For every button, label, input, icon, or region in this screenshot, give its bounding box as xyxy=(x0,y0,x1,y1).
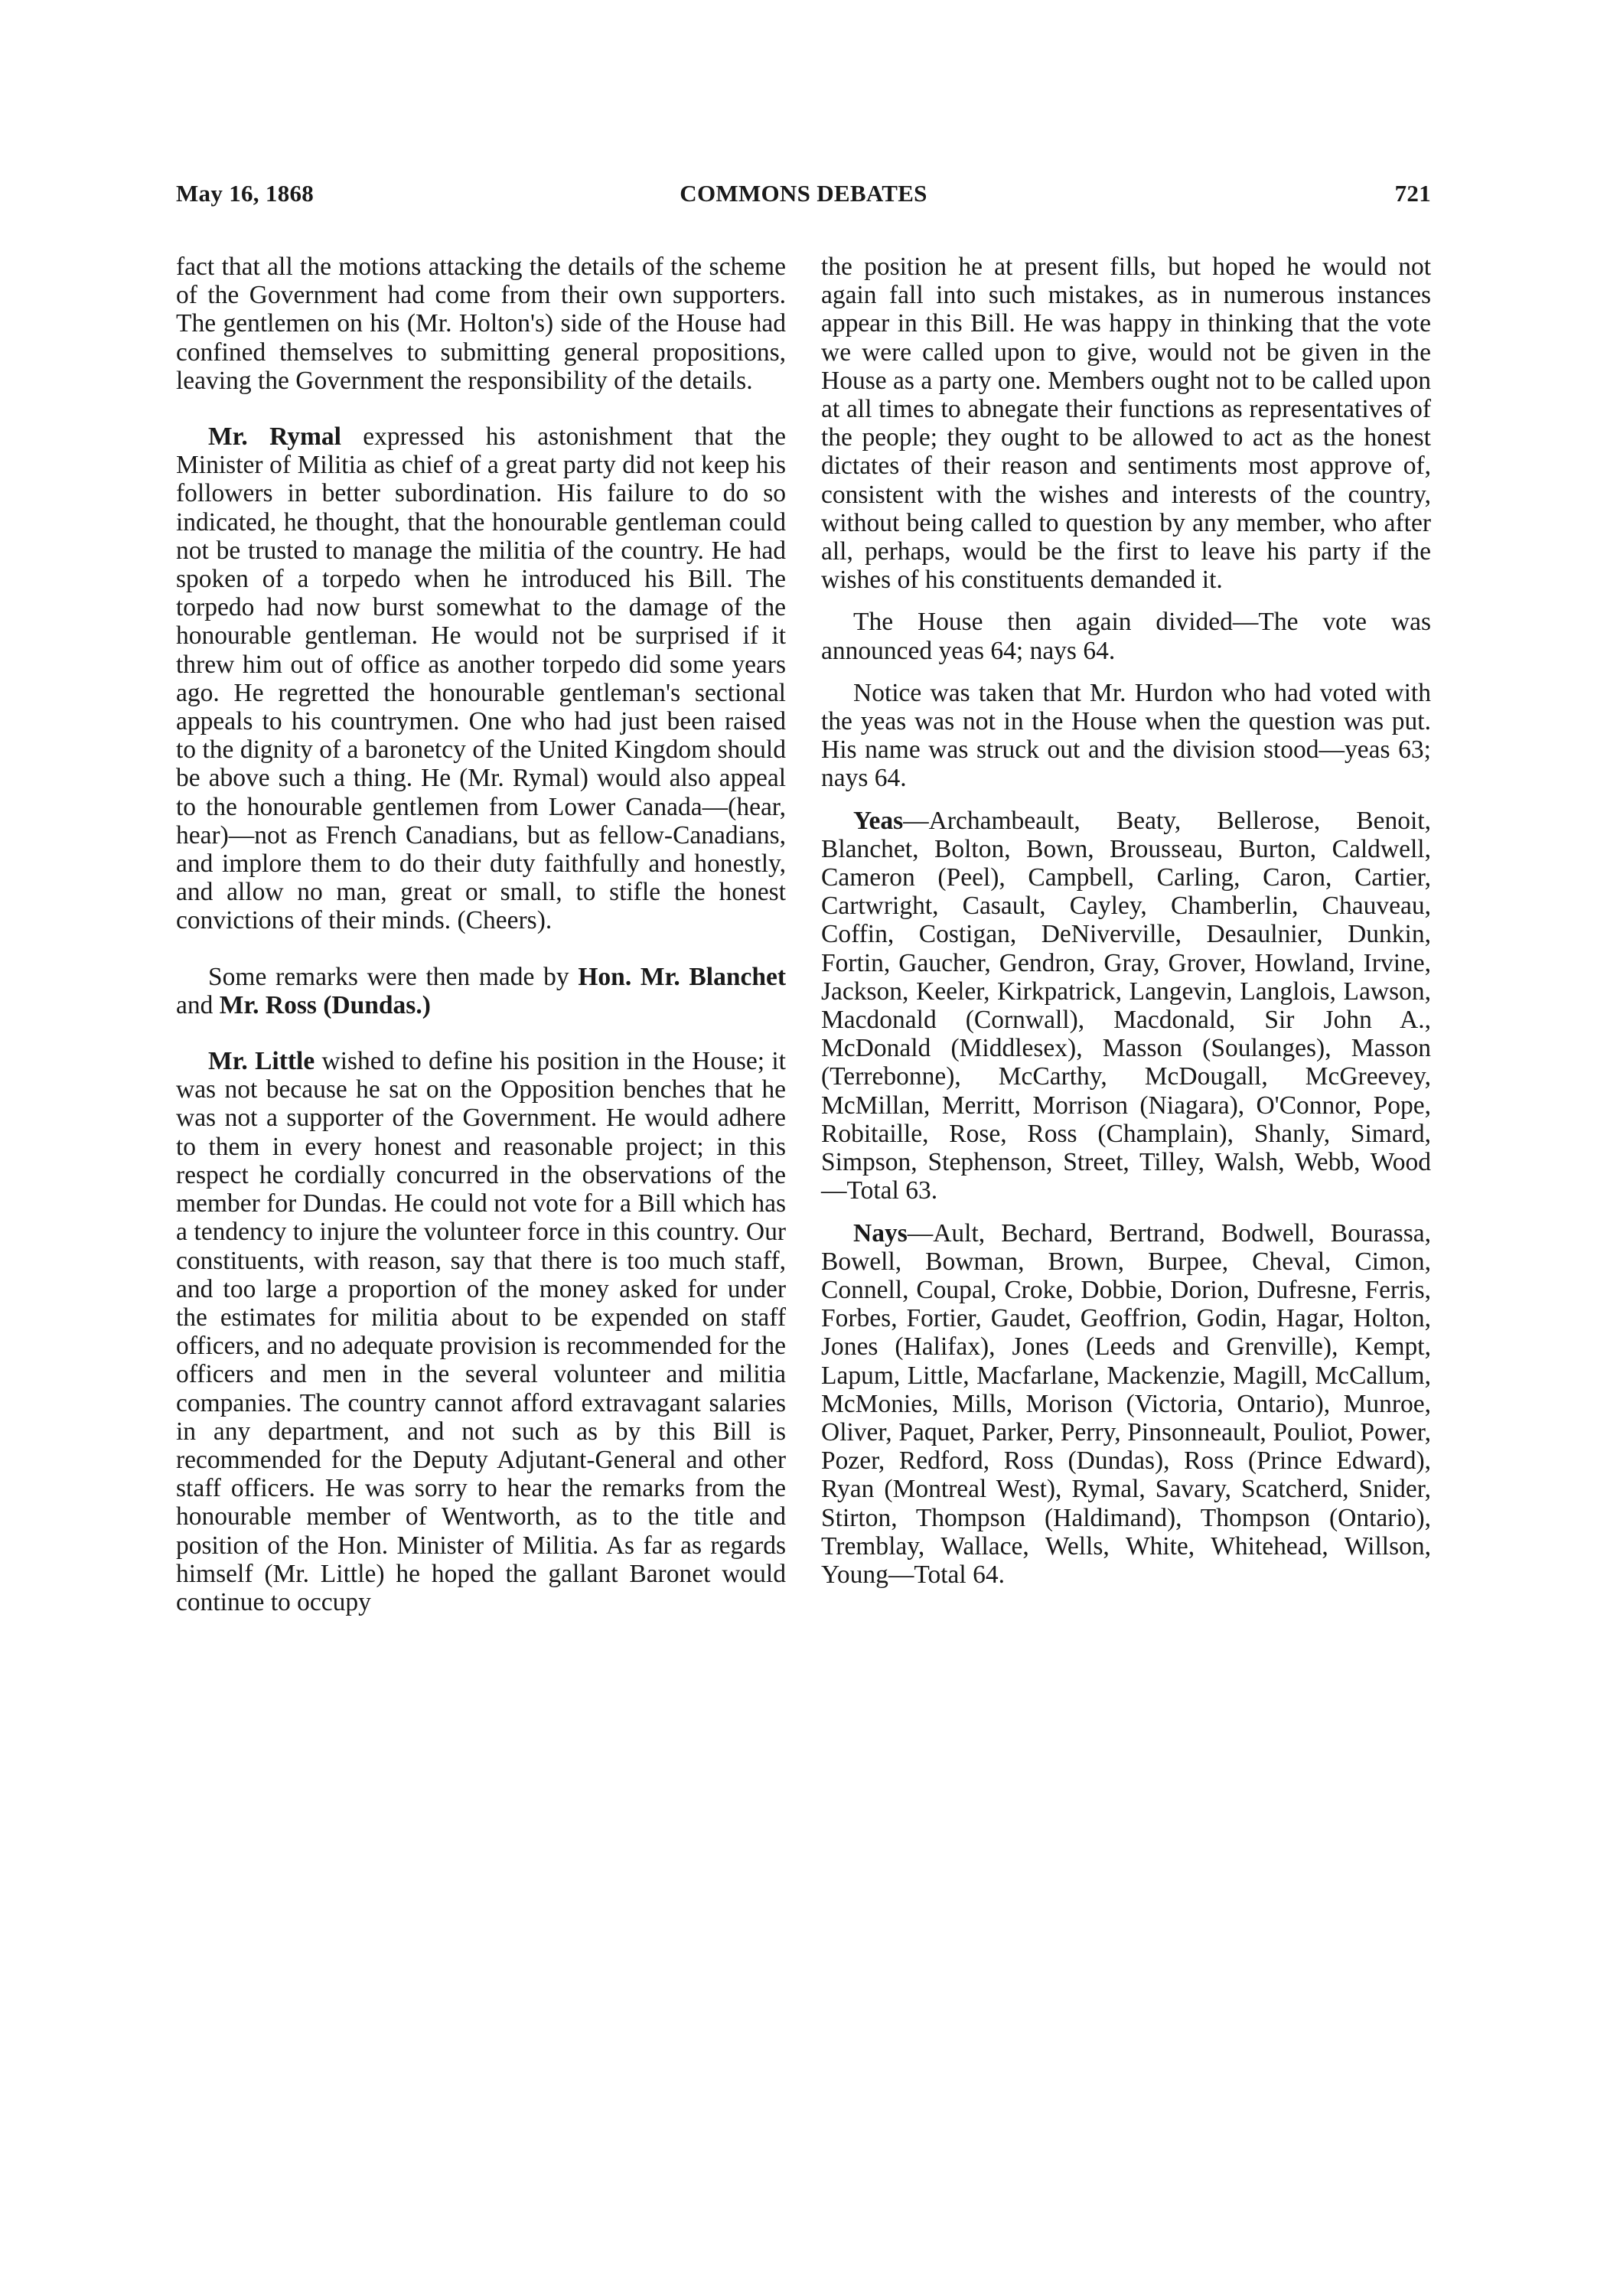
nays-list xyxy=(821,1219,1431,1590)
right-column xyxy=(821,253,1431,1603)
speaker-name: Mr. Little xyxy=(208,1047,315,1076)
remarks-prefix: Some remarks were then made by xyxy=(208,962,579,991)
paragraph: fact that all the motions attacking the details of the scheme of the Government had come from their own supporters. The gentlemen on his (Mr. Holton's) side of the House had confined themselves to submitting general propositions, leaving the Government the responsibility of the details. xyxy=(176,253,786,395)
page-number: 721 xyxy=(1394,180,1431,207)
nays-names: —Ault, Bechard, Bertrand, Bodwell, Bourassa, Bowell, Bowman, Brown, Burpee, Cheval, Cimon, Connell, Coupal, Croke, Dobbie, Dorion, Dufresne, Ferris, Forbes, Fortier, Gaudet, Geoffrion, Godin, Hagar, Holton, Jones (Halifax), Jones (Leeds and Grenville), Kempt, Lapum, Little, Macfarlane, Mackenzie, Magill, McCallum, McMonies, Mills, Morison (Victoria, Ontario), Munroe, Oliver, Paquet, Parker, Perry, Pinsonneault, Pouliot, Power, Pozer, Redford, Ross (Dundas), Ross (Prince Edward), Ryan (Montreal West), Rymal, Savary, Scatcherd, Snider, Stirton, Thompson (Haldimand), Thompson (Ontario), Tremblay, Wallace, Wells, White, Whitehead, Willson, Young—Total 64. xyxy=(821,1218,1431,1589)
paragraph-division: The House then again divided—The vote was announced yeas 64; nays 64. xyxy=(821,608,1431,665)
yeas-label: Yeas xyxy=(853,806,904,835)
document-page xyxy=(176,180,1431,2246)
speaker-name: Hon. Mr. Blanchet xyxy=(578,962,786,991)
speech-text: wished to define his position in the House; it was not because he sat on the Opposition benches that he was not a supporter of the Government. He would adhere to them in every honest and reasonable project; in this respect he cordially concurred in the observations of the member for Dundas. He could not vote for a Bill which has a tendency to injure the volunteer force in this country. Our constituents, with reason, say that there is too much staff, and too large a proportion of the money asked for under the estimates for militia about to be expended on staff officers, and no adequate provision is recommended for the officers and men in the several volunteer and militia companies. The country cannot afford extravagant salaries in any department, and not such as by this Bill is recommended for the Deputy Adjutant-General and other staff officers. He was sorry to hear the remarks from the honourable member of Wentworth, as to the title and position of the Hon. Minister of Militia. As far as regards himself (Mr. Little) he hoped the gallant Baronet would continue to occupy xyxy=(176,1047,786,1616)
paragraph-notice: Notice was taken that Mr. Hurdon who had voted with the yeas was not in the House when the question was put. His name was struck out and the division stood—yeas 63; nays 64. xyxy=(821,678,1431,793)
paragraph-rymal xyxy=(176,422,786,935)
remarks-mid: and xyxy=(176,990,220,1019)
nays-label: Nays xyxy=(853,1218,908,1247)
yeas-names: —Archambeault, Beaty, Bellerose, Benoit, Blanchet, Bolton, Bown, Brousseau, Burton, Caldwell, Cameron (Peel), Campbell, Carling, Caron, Cartier, Cartwright, Casault, Cayley, Chamberlin, Chauveau, Coffin, Costigan, DeNiverville, Desaulnier, Dunkin, Fortin, Gaucher, Gendron, Gray, Grover, Howland, Irvine, Jackson, Keeler, Kirkpatrick, Langevin, Langlois, Lawson, Macdonald (Cornwall), Macdonald, Sir John A., McDonald (Middlesex), Masson (Soulanges), Masson (Terrebonne), McCarthy, McDougall, McGreevey, McMillan, Merritt, Morrison (Niagara), O'Connor, Pope, Robitaille, Rose, Ross (Champlain), Shanly, Simard, Simpson, Stephenson, Street, Tilley, Walsh, Webb, Wood—Total 63. xyxy=(821,806,1431,1205)
header-title: COMMONS DEBATES xyxy=(680,180,927,207)
left-column xyxy=(176,253,786,1630)
speaker-name: Mr. Ross (Dundas.) xyxy=(219,990,431,1019)
speech-text: expressed his astonishment that the Minister of Militia as chief of a great party did not keep his followers in better subordination. His failure to do so indicated, he thought, that the honourable gentleman could not be trusted to manage the militia of the country. He had spoken of a torpedo when he introduced his Bill. The torpedo had now burst somewhat to the damage of the honourable gentleman. He would not be surprised if it threw him out of office as another torpedo did some years ago. He regretted the honourable gentleman's sectional appeals to his countrymen. One who had just been raised to the dignity of a baronetcy of the United Kingdom should be above such a thing. He (Mr. Rymal) would also appeal to the honourable gentlemen from Lower Canada—(hear, hear)—not as French Canadians, but as fellow-Canadians, and implore them to do their duty faithfully and honestly, and allow no man, great or small, to stifle the honest convictions of their minds. (Cheers). xyxy=(176,422,786,935)
page-header xyxy=(176,180,1431,226)
paragraph-remarks xyxy=(176,963,786,1019)
header-date: May 16, 1868 xyxy=(176,180,315,207)
paragraph-little xyxy=(176,1047,786,1616)
paragraph: the position he at present fills, but hoped he would not again fall into such mistakes, as in numerous instances appear in this Bill. He was happy in thinking that the vote we were called upon to give, would not be given in the House as a party one. Members ought not to be called upon at all times to abnegate their functions as representatives of the people; they ought to be allowed to act as the honest dictates of their reason and sentiments most approve of, consistent with the wishes and interests of the country, without being called to question by any member, who after all, perhaps, would be the first to leave his party if the wishes of his constituents demanded it. xyxy=(821,253,1431,595)
speaker-name: Mr. Rymal xyxy=(208,422,341,452)
yeas-list xyxy=(821,807,1431,1205)
